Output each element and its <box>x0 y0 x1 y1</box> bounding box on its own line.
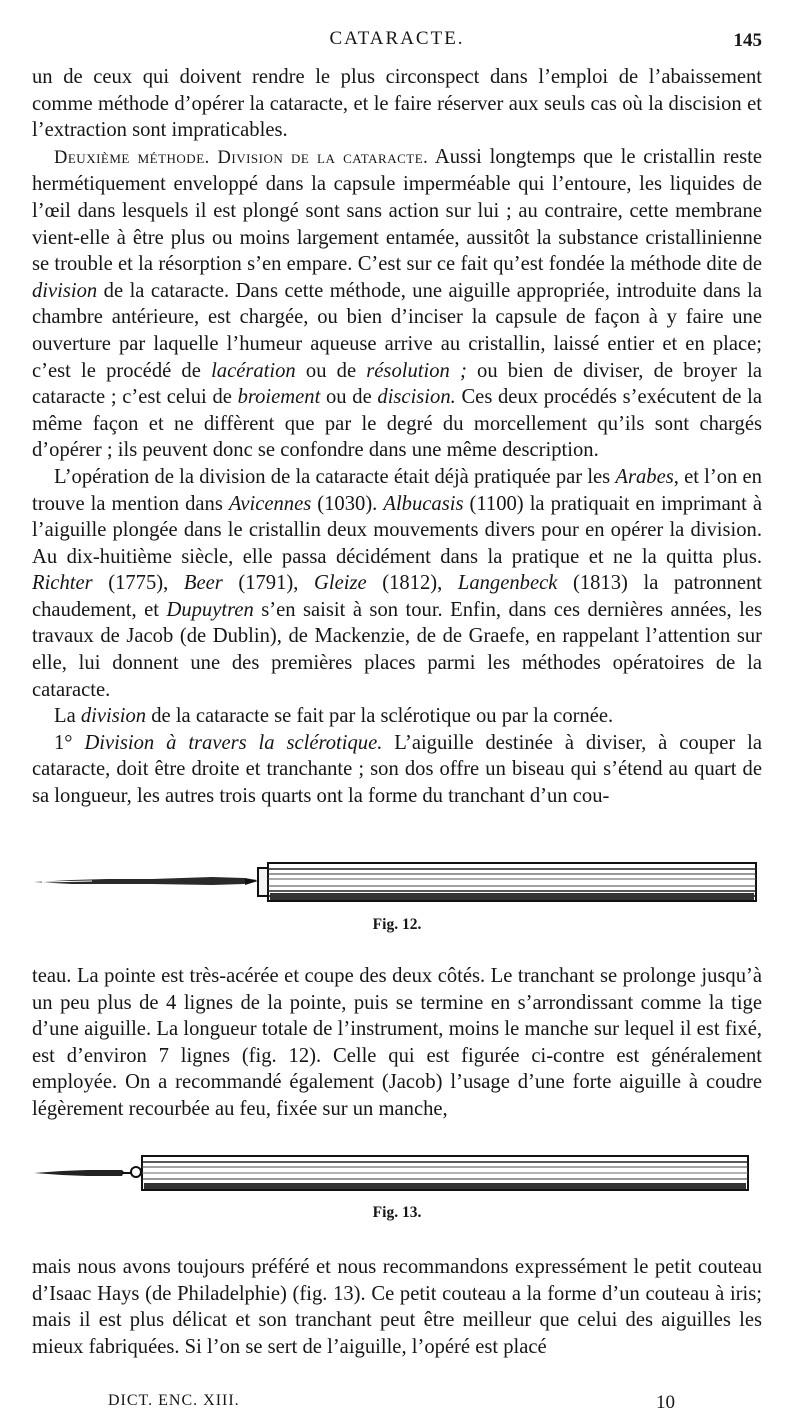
text-block-middle <box>32 963 762 1123</box>
figure-13 <box>32 1150 762 1222</box>
text-block-bottom <box>32 1254 762 1360</box>
paragraph-division-sclerotique: 1° Division à travers la sclérotique. L’aiguille destinée à diviser, à couper la cataracte, doit être droite et tranchante ; son dos offre un biseau qui s’étend au quart de sa longueur, les autres trois quarts ont la forme du tranchant d’un cou- <box>32 731 762 808</box>
paragraph-history: L’opération de la division de la cataracte était déjà pratiquée par les Arabes, et l’on en trouve la mention dans Avicennes (1030). Albucasis (1100) la pratiquait en imprimant à l’aiguille plongée dans le cristallin deux mouvements divers pour en opérer la division. Au dix-huitième siècle, elle passa décidément dans la pratique et ne la quitta plus. Richter (1775), Beer (1791), Gleize (1812), Langenbeck (1813) la patronnent chaudement, et Dupuytren s’en saisit à son tour. Enfin, dans ces dernières années, les travaux de Jacob (de Dublin), de Mackenzie, de de Graefe, en rappelant l’attention sur elle, lui donnent une des premières places parmi les méthodes opératoires de la cataracte. <box>32 465 762 701</box>
paragraph-deuxieme-methode: Deuxième méthode. Division de la cataracte. Aussi longtemps que le cristallin reste hermétiquement enveloppé dans la capsule imperméable qui l’entoure, les liquides de l’œil dans lesquels il est plongé sont sans action sur lui ; au contraire, cette membrane vient-elle à être plus ou moins largement entamée, aussitôt la substance cristallinienne se trouble et la résorption s’en empare. C’est sur ce fait qu’est fondée la méthode dite de division de la cataracte. Dans cette méthode, une aiguille appropriée, introduite dans la chambre antérieure, est chargée, ou bien d’inciser la capsule de façon à y faire une ouverture par laquelle l’humeur aqueuse arrive au cristallin, laissé entier et en place; c’est le procédé de lacération ou de résolution ; ou bien de diviser, de broyer la cataracte ; c’est celui de broiement ou de discision. Ces deux procédés s’exécutent de la même façon et ne diffèrent que par le degré du morcellement qu’ils sont chargés d’opérer ; ils peuvent donc se confondre dans une même description. <box>32 145 762 462</box>
figure-12-caption: Fig. 12. <box>372 916 422 933</box>
page-header <box>32 22 762 52</box>
sheet-number: 10 <box>656 1392 675 1413</box>
section-heading: Deuxième méthode. Division de la cataracte. <box>54 147 429 168</box>
running-title: CATARACTE. <box>329 28 465 49</box>
figure-12 <box>32 858 762 934</box>
paragraph-abaissement-end: un de ceux qui doivent rendre le plus circonspect dans l’emploi de l’abaissement comme méthode d’opérer la cataracte, et le faire réserver aux seuls cas où la discision et l’extraction sont impraticables. <box>32 66 762 142</box>
paragraph-sclerotique-cornee: La division de la cataracte se fait par la sclérotique ou par la cornée. <box>54 705 614 728</box>
paragraph-isaac-hays: mais nous avons toujours préféré et nous recommandons expressément le petit couteau d’Isaac Hays (de Philadelphie) (fig. 13). Ce petit couteau a la forme d’un couteau à iris; mais il est plus délicat et son tranchant peut être meilleur que celui des aiguilles les mieux fabriquées. Si l’on se sert de l’aiguille, l’opéré est placé <box>32 1256 762 1358</box>
figure-13-caption: Fig. 13. <box>372 1204 422 1221</box>
page-number: 145 <box>733 30 762 51</box>
paragraph-couteau: teau. La pointe est très-acérée et coupe des deux côtés. Le tranchant se prolonge jusqu’à un peu plus de 4 lignes de la pointe, puis se termine en s’arrondissant comme la tige d’une aiguille. La longueur totale de l’instrument, moins le manche sur lequel il est fixé, est d’environ 7 lignes (fig. 12). Celle qui est figurée ci-contre est généralement employée. On a recommandé également (Jacob) l’usage d’une forte aiguille à coudre légèrement recourbée au feu, fixée sur un manche, <box>32 965 762 1120</box>
cataract-needle-illustration <box>32 858 762 910</box>
footer-signature: DICT. ENC. XIII. <box>108 1392 240 1409</box>
text-block-top <box>32 64 762 810</box>
hays-knife-illustration <box>32 1150 762 1198</box>
